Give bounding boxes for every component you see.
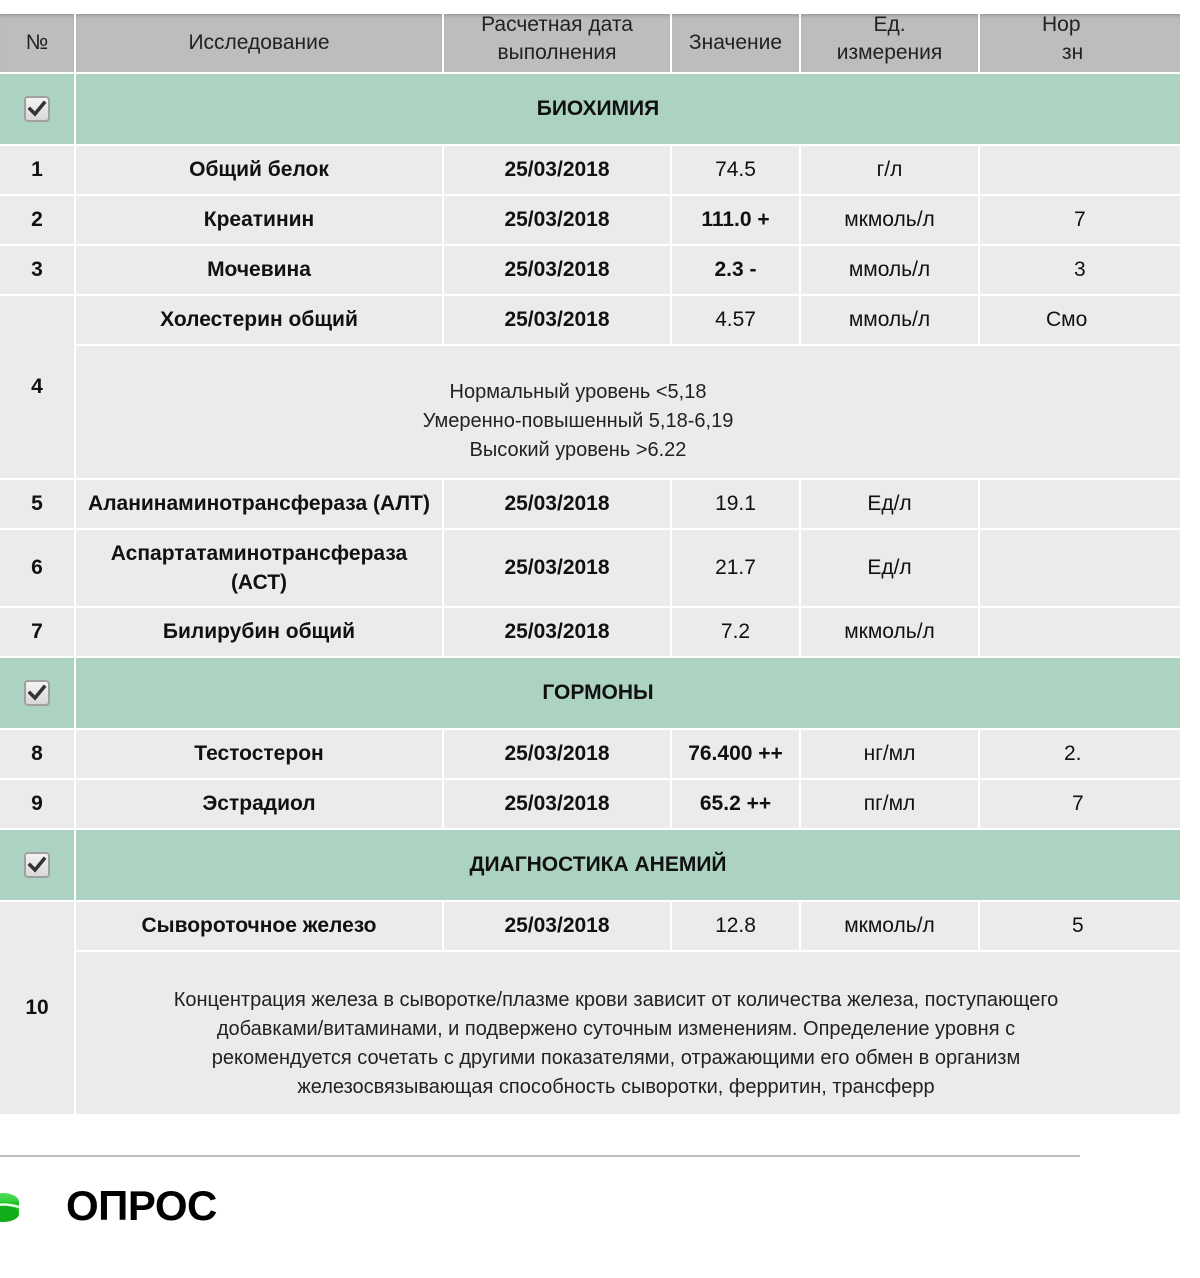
row-unit: нг/мл	[801, 730, 978, 778]
note-line: железосвязывающая способность сыворотки, ферритин, трансферр	[297, 1076, 935, 1098]
col-header-value: Значение	[672, 14, 799, 72]
group-title-anemia: ДИАГНОСТИКА АНЕМИЙ	[76, 830, 1180, 900]
survey-section-header[interactable]	[0, 1180, 1080, 1240]
note-line: Нормальный уровень <5,18	[449, 380, 707, 403]
table-row	[0, 730, 1180, 778]
row-date: 25/03/2018	[444, 246, 670, 294]
row-date: 25/03/2018	[444, 530, 670, 606]
row-value: 111.0 +	[672, 196, 799, 244]
table-row	[0, 146, 1180, 194]
col-header-unit-line2: измерения	[836, 41, 943, 64]
row-study: Холестерин общий	[76, 296, 442, 344]
checkmark-icon	[28, 100, 46, 118]
row-study-line2: (АСТ)	[230, 571, 288, 594]
table-row-note	[0, 952, 1180, 1114]
row-norm: Смо	[980, 296, 1180, 344]
note-line: Умеренно-повышенный 5,18-6,19	[422, 409, 734, 432]
col-header-norm	[980, 14, 1180, 72]
col-header-num: №	[0, 14, 74, 72]
row-num: 2	[0, 196, 74, 244]
row-num: 4	[0, 296, 74, 478]
table-row-note	[0, 346, 1180, 478]
row-unit: Ед/л	[801, 530, 978, 606]
section-divider	[0, 1155, 1080, 1157]
green-pill-icon	[0, 1190, 20, 1224]
note-line: Концентрация железа в сыворотке/плазме крови зависит от количества железа, поступающего	[173, 989, 1059, 1011]
row-unit: ммоль/л	[801, 296, 978, 344]
row-value: 4.57	[672, 296, 799, 344]
row-norm: 3	[980, 246, 1180, 294]
col-header-date	[444, 14, 670, 72]
row-study: Сывороточное железо	[76, 902, 442, 950]
table-row	[0, 530, 1180, 606]
row-unit: мкмоль/л	[801, 608, 978, 656]
col-header-norm-line1: Нор	[1042, 13, 1081, 36]
row-study	[76, 530, 442, 606]
row-value: 21.7	[672, 530, 799, 606]
survey-section-title: ОПРОС	[66, 1182, 217, 1229]
row-study: Мочевина	[76, 246, 442, 294]
row-unit: г/л	[801, 146, 978, 194]
row-norm: 7	[980, 196, 1180, 244]
row-num: 10	[0, 902, 74, 1114]
row-date: 25/03/2018	[444, 296, 670, 344]
row-unit: пг/мл	[801, 780, 978, 828]
row-unit: мкмоль/л	[801, 196, 978, 244]
col-header-date-line1: Расчетная дата	[481, 13, 633, 36]
row-study: Общий белок	[76, 146, 442, 194]
group-row-anemia	[0, 830, 1180, 900]
row-value: 19.1	[672, 480, 799, 528]
table-row	[0, 196, 1180, 244]
row-study: Эстрадиол	[76, 780, 442, 828]
row-norm	[980, 608, 1180, 656]
col-header-study: Исследование	[76, 14, 442, 72]
row-num: 3	[0, 246, 74, 294]
row-norm	[980, 480, 1180, 528]
table-row	[0, 246, 1180, 294]
row-date: 25/03/2018	[444, 146, 670, 194]
row-num: 1	[0, 146, 74, 194]
row-num: 5	[0, 480, 74, 528]
group-checkbox-anemia[interactable]	[24, 852, 50, 878]
results-table	[0, 12, 1182, 1116]
row-num: 7	[0, 608, 74, 656]
row-date: 25/03/2018	[444, 902, 670, 950]
row-date: 25/03/2018	[444, 730, 670, 778]
col-header-date-line2: выполнения	[497, 41, 617, 64]
row-value: 65.2 ++	[672, 780, 799, 828]
row-unit: мкмоль/л	[801, 902, 978, 950]
row-value: 7.2	[672, 608, 799, 656]
row-value: 76.400 ++	[672, 730, 799, 778]
row-norm: 7	[980, 780, 1180, 828]
row-num: 6	[0, 530, 74, 606]
note-line: Высокий уровень >6.22	[469, 438, 687, 461]
group-checkbox-cell	[0, 658, 74, 728]
row-norm	[980, 530, 1180, 606]
row-value: 12.8	[672, 902, 799, 950]
row-study: Аланинаминотрансфераза (АЛТ)	[76, 480, 442, 528]
table-row	[0, 902, 1180, 950]
table-row	[0, 608, 1180, 656]
group-checkbox-biochem[interactable]	[24, 96, 50, 122]
group-row-biochem	[0, 74, 1180, 144]
group-row-hormones	[0, 658, 1180, 728]
group-title-biochem: БИОХИМИЯ	[76, 74, 1180, 144]
row-date: 25/03/2018	[444, 480, 670, 528]
group-title-hormones: ГОРМОНЫ	[76, 658, 1180, 728]
row-num: 9	[0, 780, 74, 828]
results-table-container[interactable]	[0, 14, 1200, 1116]
checkmark-icon	[28, 684, 46, 702]
row-value: 2.3 -	[672, 246, 799, 294]
note-line: рекомендуется сочетать с другими показателями, отражающими его обмен в организм	[211, 1047, 1021, 1069]
row-unit: ммоль/л	[801, 246, 978, 294]
row-date: 25/03/2018	[444, 780, 670, 828]
row-norm: 5	[980, 902, 1180, 950]
row-note-iron	[76, 952, 1180, 1114]
row-norm: 2.	[980, 730, 1180, 778]
row-study-line1: Аспартатаминотрансфераза	[110, 542, 408, 565]
row-unit: Ед/л	[801, 480, 978, 528]
row-date: 25/03/2018	[444, 196, 670, 244]
row-study: Билирубин общий	[76, 608, 442, 656]
col-header-unit	[801, 14, 978, 72]
group-checkbox-cell	[0, 830, 74, 900]
row-value: 74.5	[672, 146, 799, 194]
checkmark-icon	[28, 856, 46, 874]
col-header-norm-line2: зн	[1062, 41, 1084, 64]
row-note-cholesterol	[76, 346, 1180, 478]
group-checkbox-hormones[interactable]	[24, 680, 50, 706]
row-study: Тестостерон	[76, 730, 442, 778]
col-header-unit-line1: Ед.	[873, 13, 906, 36]
note-line: добавками/витаминами, и подвержено суточным изменениям. Определение уровня с	[216, 1018, 1016, 1040]
table-header-row	[0, 14, 1180, 72]
table-row	[0, 480, 1180, 528]
table-row	[0, 296, 1180, 344]
row-num: 8	[0, 730, 74, 778]
group-checkbox-cell	[0, 74, 74, 144]
row-norm	[980, 146, 1180, 194]
row-date: 25/03/2018	[444, 608, 670, 656]
row-study: Креатинин	[76, 196, 442, 244]
table-row	[0, 780, 1180, 828]
